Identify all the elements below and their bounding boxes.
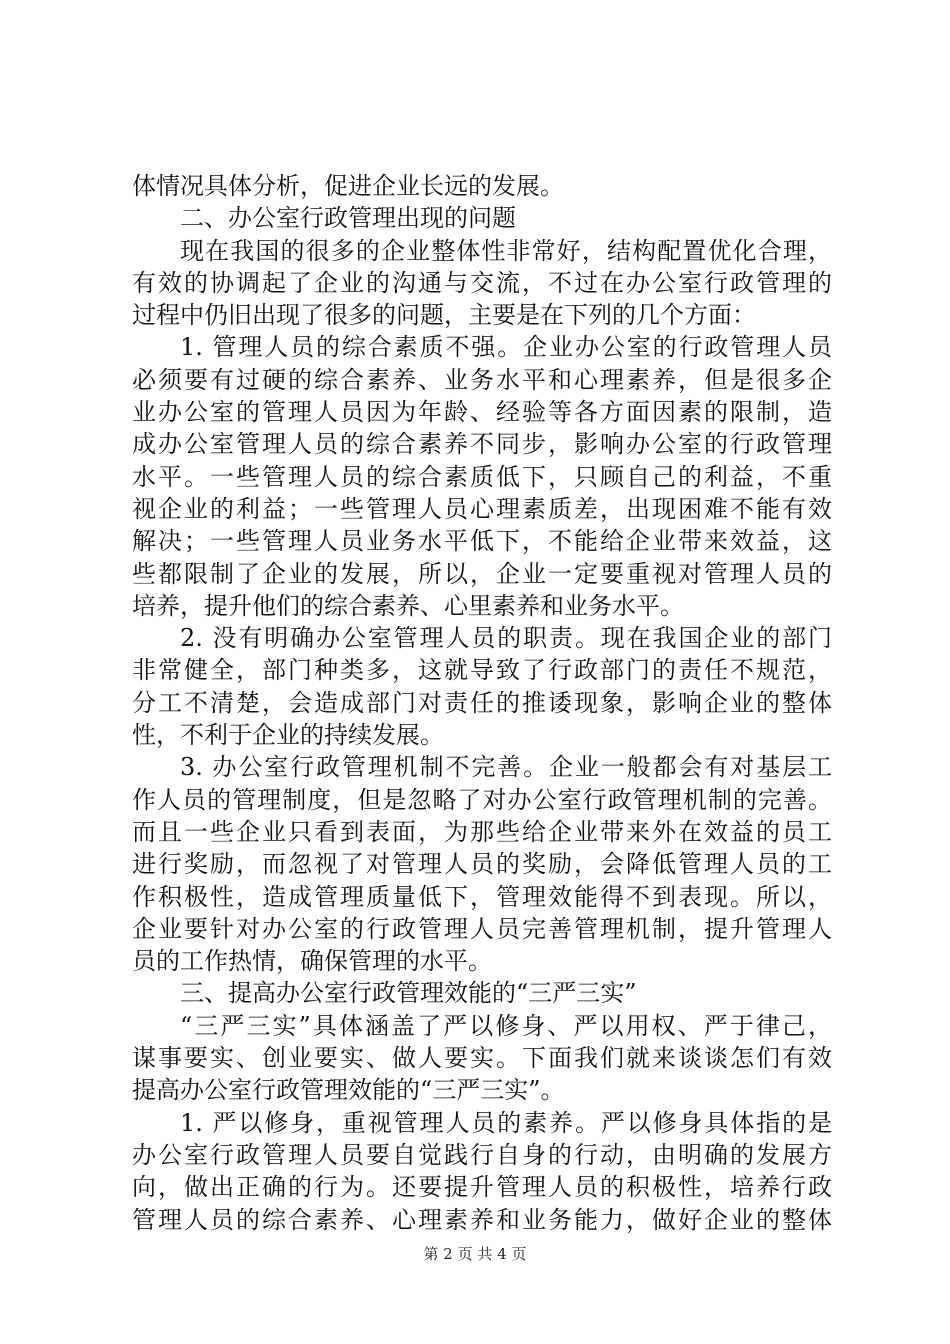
- text-line: 进行奖励，而忽视了对管理人员的奖励，会降低管理人员的工: [132, 850, 832, 879]
- text-line: 分工不清楚，会造成部门对责任的推诿现象，影响企业的整体: [132, 688, 832, 717]
- text-line: 现在我国的很多的企业整体性非常好，结构配置优化合理，: [180, 236, 832, 265]
- text-line: “三严三实”具体涵盖了严以修身、严以用权、严于律己，: [180, 1011, 832, 1040]
- text-line: 1. 严以修身，重视管理人员的素养。严以修身具体指的是: [180, 1108, 832, 1137]
- document-body: [132, 170, 832, 1236]
- text-line: 办公室行政管理人员要自觉践行自身的行动，由明确的发展方: [132, 1140, 832, 1169]
- text-line: 而且一些企业只看到表面，为那些给企业带来外在效益的员工: [132, 817, 832, 846]
- text-line: 作积极性，造成管理质量低下，管理效能得不到表现。所以，: [132, 882, 832, 911]
- text-line: 作人员的管理制度，但是忽略了对办公室行政管理机制的完善。: [132, 785, 832, 814]
- text-line: 三、提高办公室行政管理效能的“三严三实”: [180, 979, 637, 1008]
- text-line: 视企业的利益；一些管理人员心理素质差，出现困难不能有效: [132, 494, 832, 523]
- text-line: 些都限制了企业的发展，所以，企业一定要重视对管理人员的: [132, 559, 832, 588]
- text-line: 1. 管理人员的综合素质不强。企业办公室的行政管理人员: [180, 333, 832, 362]
- text-line: 向，做出正确的行为。还要提升管理人员的积极性，培养行政: [132, 1173, 832, 1202]
- text-line: 管理人员的综合素养、心理素养和业务能力，做好企业的整体: [132, 1205, 832, 1234]
- text-line: 3. 办公室行政管理机制不完善。企业一般都会有对基层工: [180, 753, 832, 782]
- text-line: 过程中仍旧出现了很多的问题，主要是在下列的几个方面：: [132, 301, 756, 330]
- text-line: 业办公室的管理人员因为年龄、经验等各方面因素的限制，造: [132, 398, 832, 427]
- text-line: 谋事要实、创业要实、做人要实。下面我们就来谈谈怎们有效: [132, 1044, 832, 1073]
- text-line: 水平。一些管理人员的综合素质低下，只顾自己的利益，不重: [132, 462, 832, 491]
- page-footer: 第 2 页 共 4 页: [423, 1245, 527, 1263]
- text-line: 企业要针对办公室的行政管理人员完善管理机制，提升管理人: [132, 914, 832, 943]
- text-line: 必须要有过硬的综合素养、业务水平和心理素养，但是很多企: [132, 365, 832, 394]
- text-line: 有效的协调起了企业的沟通与交流，不过在办公室行政管理的: [132, 268, 832, 297]
- text-line: 体情况具体分析，促进企业长远的发展。: [132, 172, 564, 200]
- text-line: 二、办公室行政管理出现的问题: [180, 204, 516, 233]
- text-line: 提高办公室行政管理效能的“三严三实”。: [132, 1076, 565, 1105]
- text-line: 成办公室管理人员的综合素养不同步，影响办公室的行政管理: [132, 430, 832, 459]
- text-line: 解决；一些管理人员业务水平低下，不能给企业带来效益，这: [132, 527, 832, 556]
- text-line: 2. 没有明确办公室管理人员的职责。现在我国企业的部门: [180, 624, 832, 653]
- text-line: 非常健全，部门种类多，这就导致了行政部门的责任不规范，: [132, 656, 832, 685]
- text-line: 培养，提升他们的综合素养、心里素养和业务水平。: [132, 591, 684, 620]
- text-line: 员的工作热情，确保管理的水平。: [132, 947, 492, 976]
- text-line: 性，不利于企业的持续发展。: [132, 721, 444, 750]
